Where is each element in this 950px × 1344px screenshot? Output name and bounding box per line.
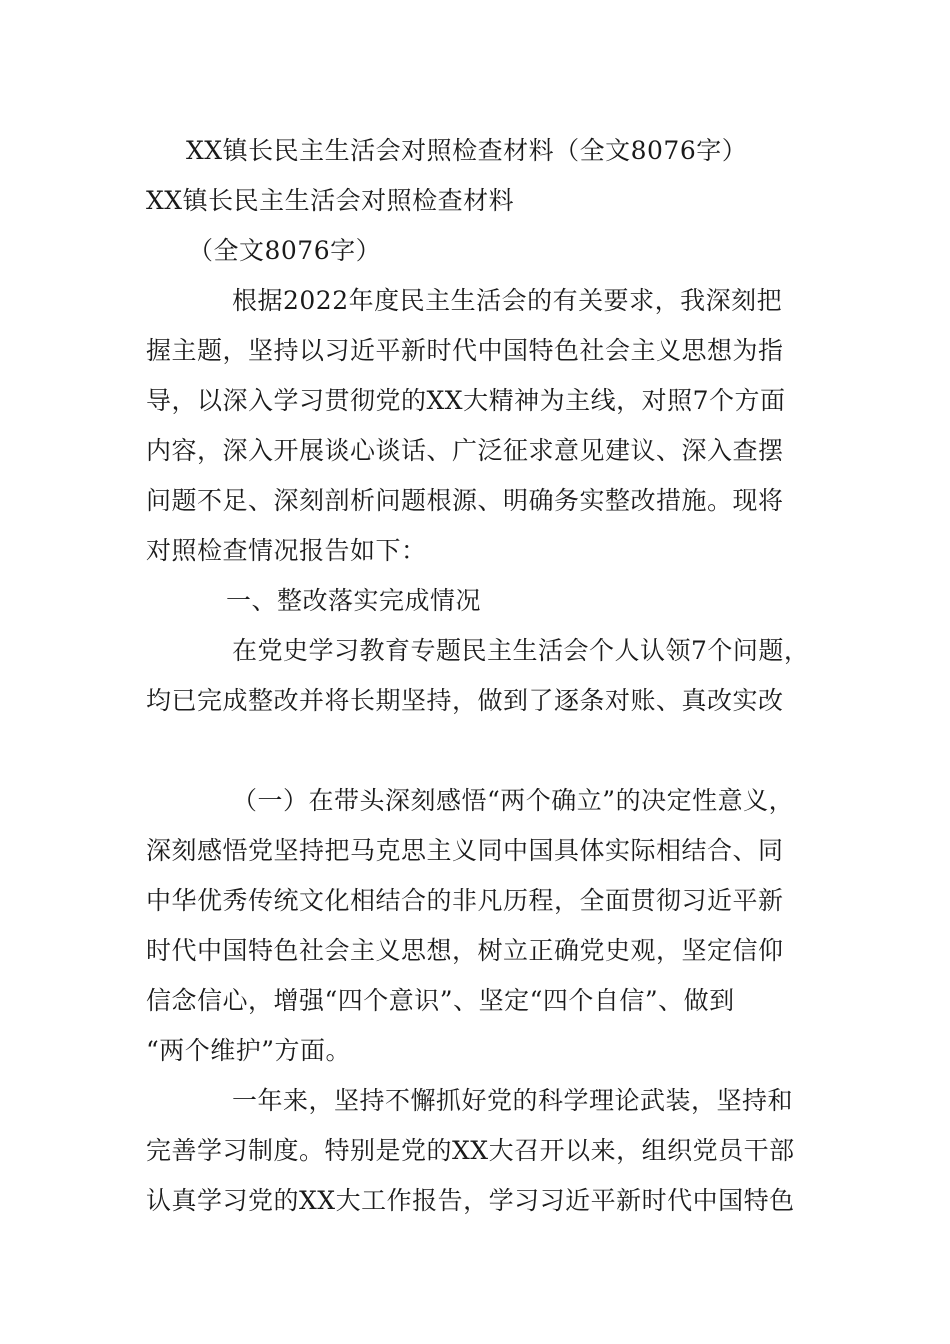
section-heading: 一、整改落实完成情况 xyxy=(226,586,482,615)
word-count: （全文8076字） xyxy=(188,236,382,265)
section1-line: 在党史学习教育专题民主生活会个人认领7个问题， xyxy=(232,636,810,665)
intro-line: 内容，深入开展谈心谈话、广泛征求意见建议、深入查摆 xyxy=(146,436,784,465)
document-title-line: XX镇长民主生活会对照检查材料（全文8076字） xyxy=(186,136,748,165)
intro-line: 导，以深入学习贯彻党的XX大精神为主线，对照7个方面 xyxy=(146,386,786,415)
intro-line: 根据2022年度民主生活会的有关要求，我深刻把 xyxy=(232,286,783,315)
subsection-line: 深刻感悟党坚持把马克思主义同中国具体实际相结合、同 xyxy=(146,836,784,865)
subsection-line: 时代中国特色社会主义思想，树立正确党史观，坚定信仰 xyxy=(146,936,784,965)
subsection-line: 信念信心，增强“四个意识”、坚定“四个自信”、做到 xyxy=(146,986,735,1015)
section1-line: 均已完成整改并将长期坚持，做到了逐条对账、真改实改 xyxy=(146,686,784,715)
subsection-line: “两个维护”方面。 xyxy=(146,1036,352,1065)
paragraph-line: 一年来，坚持不懈抓好党的科学理论武装，坚持和 xyxy=(232,1086,794,1115)
document-heading: XX镇长民主生活会对照检查材料 xyxy=(146,186,515,215)
intro-line: 问题不足、深刻剖析问题根源、明确务实整改措施。现将 xyxy=(146,486,784,515)
intro-line: 握主题，坚持以习近平新时代中国特色社会主义思想为指 xyxy=(146,336,784,365)
subsection-line: 中华优秀传统文化相结合的非凡历程，全面贯彻习近平新 xyxy=(146,886,784,915)
paragraph-line: 完善学习制度。特别是党的XX大召开以来，组织党员干部 xyxy=(146,1136,795,1165)
subsection-line: （一）在带头深刻感悟“两个确立”的决定性意义， xyxy=(232,786,795,815)
intro-line: 对照检查情况报告如下： xyxy=(146,536,427,565)
paragraph-line: 认真学习党的XX大工作报告，学习习近平新时代中国特色 xyxy=(146,1186,795,1215)
